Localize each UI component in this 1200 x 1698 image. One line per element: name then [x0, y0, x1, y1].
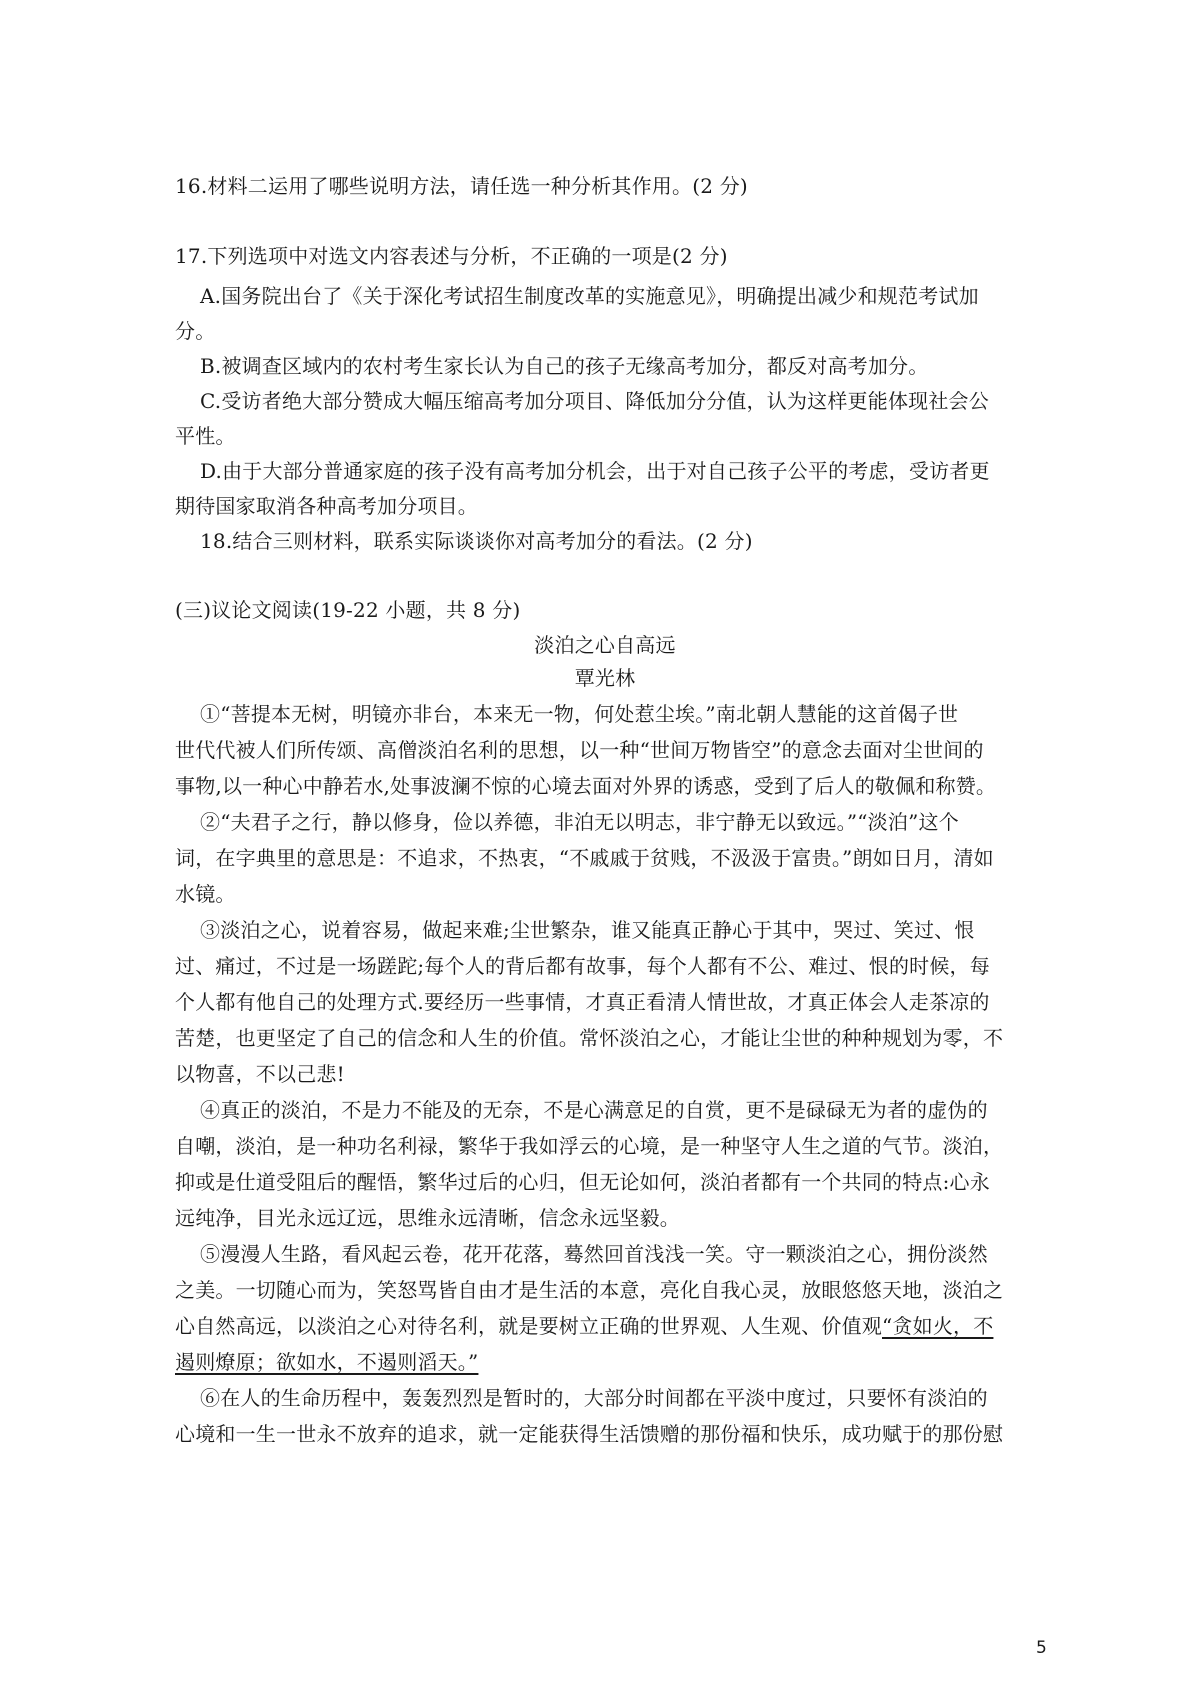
article-author: 覃光林: [574, 666, 636, 690]
option-b: B.被调查区域内的农村考生家长认为自己的孩子无缘高考加分，都反对高考加分。: [200, 354, 929, 378]
paragraph-5-line-4: [175, 1348, 478, 1376]
paragraph-6-line-1: ⑥在人的生命历程中，轰轰烈烈是暂时的，大部分时间都在平淡中度过，只要怀有淡泊的: [200, 1386, 988, 1410]
section-heading: (三)议论文阅读(19-22 小题，共 8 分): [175, 598, 521, 622]
paragraph-2-line-2: 词，在字典里的意思是：不追求，不热衷，“不戚戚于贫贱，不汲汲于富贵。”朗如日月，清如: [175, 846, 994, 870]
option-c-line2: 平性。: [175, 424, 236, 448]
question-17-stem: 17.下列选项中对选文内容表述与分析，不正确的一项是(2 分): [175, 244, 728, 268]
paragraph-4-line-3: 抑或是仕道受阻后的醒悟，繁华过后的心归，但无论如何，淡泊者都有一个共同的特点:心永: [175, 1170, 990, 1194]
paragraph-3-line-2: 过、痛过，不过是一场蹉跎;每个人的背后都有故事，每个人都有不公、难过、恨的时候，每: [175, 954, 990, 978]
paragraph-1-line-2: 世代代被人们所传颂、高僧淡泊名利的思想，以一种“世间万物皆空”的意念去面对尘世间的: [175, 738, 984, 762]
paragraph-1-line-3: 事物,以一种心中静若水,处事波澜不惊的心境去面对外界的诱惑，受到了后人的敬佩和称赞。: [175, 774, 997, 798]
paragraph-5-line-1: ⑤漫漫人生路，看风起云卷，花开花落，蓦然回首浅浅一笑。守一颗淡泊之心，拥份淡然: [200, 1242, 988, 1266]
option-c-line1: C.受访者绝大部分赞成大幅压缩高考加分项目、降低加分分值，认为这样更能体现社会公: [200, 389, 989, 413]
option-d-line2: 期待国家取消各种高考加分项目。: [175, 494, 478, 518]
paragraph-3-line-5: 以物喜，不以己悲!: [175, 1062, 345, 1086]
question-18: 18.结合三则材料，联系实际谈谈你对高考加分的看法。(2 分): [200, 529, 753, 553]
page-number: 5: [1036, 1638, 1047, 1658]
option-a-line2: 分。: [175, 319, 216, 343]
paragraph-1-line-1: ①“菩提本无树，明镜亦非台，本来无一物，何处惹尘埃。”南北朝人慧能的这首偈子世: [200, 702, 959, 726]
paragraph-5-line-3-text: 心自然高远，以淡泊之心对待名利，就是要树立正确的世界观、人生观、价值观: [175, 1314, 882, 1338]
paragraph-2-line-1: ②“夫君子之行，静以修身，俭以养德，非泊无以明志，非宁静无以致远。”“淡泊”这个: [200, 810, 959, 834]
paragraph-5-line-2: 之美。一切随心而为，笑怒骂皆自由才是生活的本意，亮化自我心灵，放眼悠悠天地，淡泊之: [175, 1278, 1004, 1302]
paragraph-3-line-4: 苦楚，也更坚定了自己的信念和人生的价值。常怀淡泊之心，才能让尘世的种种规划为零，不: [175, 1026, 1004, 1050]
paragraph-3-line-1: ③淡泊之心，说着容易，做起来难;尘世繁杂，谁又能真正静心于其中，哭过、笑过、恨: [200, 918, 975, 942]
paragraph-4-line-4: 远纯净，目光永远辽远，思维永远清晰，信念永远坚毅。: [175, 1206, 680, 1230]
paragraph-6-line-2: 心境和一生一世永不放弃的追求，就一定能获得生活馈赠的那份福和快乐，成功赋于的那份慰: [175, 1422, 1004, 1446]
paragraph-2-line-3: 水镜。: [175, 882, 236, 906]
option-a-line1: A.国务院出台了《关于深化考试招生制度改革的实施意见》，明确提出减少和规范考试加: [200, 284, 979, 308]
underlined-quote-part-2: 遏则燎原；欲如水，不遏则滔天。”: [175, 1350, 479, 1374]
question-16: 16.材料二运用了哪些说明方法，请任选一种分析其作用。(2 分): [175, 174, 748, 198]
article-title: 淡泊之心自高远: [534, 633, 676, 657]
underlined-quote-part-1: “贪如火，不: [882, 1314, 994, 1338]
paragraph-5-line-3: [175, 1312, 993, 1340]
paragraph-4-line-2: 自嘲，淡泊，是一种功名利禄，繁华于我如浮云的心境，是一种坚守人生之道的气节。淡泊，: [175, 1134, 1004, 1158]
paragraph-4-line-1: ④真正的淡泊，不是力不能及的无奈，不是心满意足的自赏，更不是碌碌无为者的虚伪的: [200, 1098, 988, 1122]
option-d-line1: D.由于大部分普通家庭的孩子没有高考加分机会，出于对自己孩子公平的考虑，受访者更: [200, 459, 990, 483]
paragraph-3-line-3: 个人都有他自己的处理方式.要经历一些事情，才真正看清人情世故，才真正体会人走茶凉的: [175, 990, 990, 1014]
